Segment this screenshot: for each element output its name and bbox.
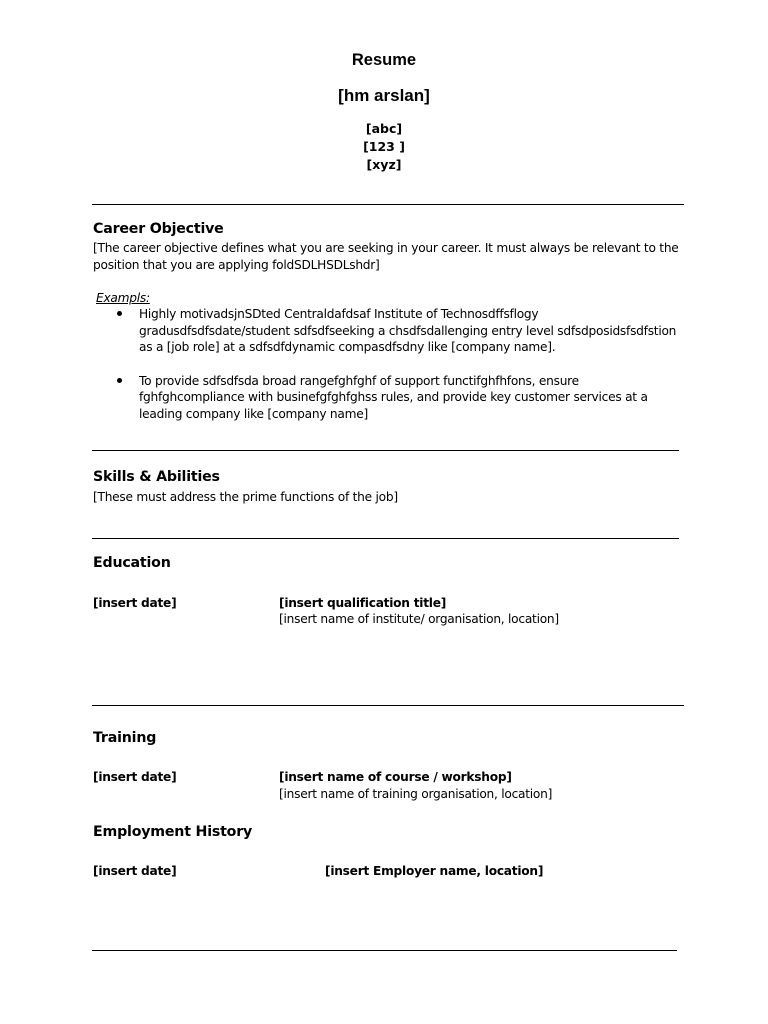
career-objective-text-line-1: [The career objective defines what you are seeking in your career. It must always be relevant to the bbox=[93, 241, 679, 255]
divider-career bbox=[92, 450, 679, 451]
education-qualification: [insert qualification title] bbox=[279, 596, 447, 610]
skills-text: [These must address the prime functions of the job] bbox=[93, 490, 398, 504]
skills-heading: Skills & Abilities bbox=[93, 469, 220, 485]
candidate-name: [hm arslan] bbox=[338, 86, 430, 105]
example-1-line-1: Highly motivadsjnSDted Centraldafdsaf Institute of Technosdffsflogy bbox=[139, 307, 539, 321]
employment-heading: Employment History bbox=[93, 824, 253, 840]
document-title: Resume bbox=[351, 51, 417, 69]
examples-label: Exampls: bbox=[96, 291, 150, 305]
contact-line-3: [xyz] bbox=[366, 157, 402, 172]
career-objective-heading: Career Objective bbox=[93, 221, 224, 237]
contact-line-2: [123 ] bbox=[363, 139, 405, 154]
bullet-icon bbox=[117, 311, 122, 316]
education-date: [insert date] bbox=[93, 596, 177, 610]
example-2-line-3: leading company like [company name] bbox=[139, 407, 368, 421]
divider-education bbox=[92, 705, 684, 706]
contact-line-1: [abc] bbox=[365, 121, 403, 136]
bullet-icon bbox=[117, 378, 122, 383]
example-2-line-1: To provide sdfsdfsda broad rangefghfghf of support functifghfhfons, ensure bbox=[139, 374, 579, 388]
training-heading: Training bbox=[93, 730, 157, 746]
employment-date: [insert date] bbox=[93, 864, 177, 878]
divider-skills bbox=[92, 538, 679, 539]
employment-employer: [insert Employer name, location] bbox=[325, 864, 544, 878]
education-heading: Education bbox=[93, 555, 171, 571]
example-1-line-2: gradusdfsdfsdate/student sdfsdfseeking a chsdfsdallenging entry level sdfsdposidsfsdfstion bbox=[139, 324, 677, 338]
example-2-line-2: fghfghcompliance with businefgfghfghss rules, and provide key customer services at a bbox=[139, 390, 648, 404]
divider-footer bbox=[92, 950, 677, 951]
training-date: [insert date] bbox=[93, 770, 177, 784]
training-course: [insert name of course / workshop] bbox=[279, 770, 512, 784]
career-objective-text-line-2: position that you are applying foldSDLHSDLshdr] bbox=[93, 258, 380, 272]
divider-header bbox=[92, 204, 684, 205]
example-1-line-3: as a [job role] at a sdfsdfdynamic compasdfsdny like [company name]. bbox=[139, 340, 556, 354]
training-organisation: [insert name of training organisation, location] bbox=[279, 787, 553, 801]
education-institute: [insert name of institute/ organisation, location] bbox=[279, 612, 559, 626]
